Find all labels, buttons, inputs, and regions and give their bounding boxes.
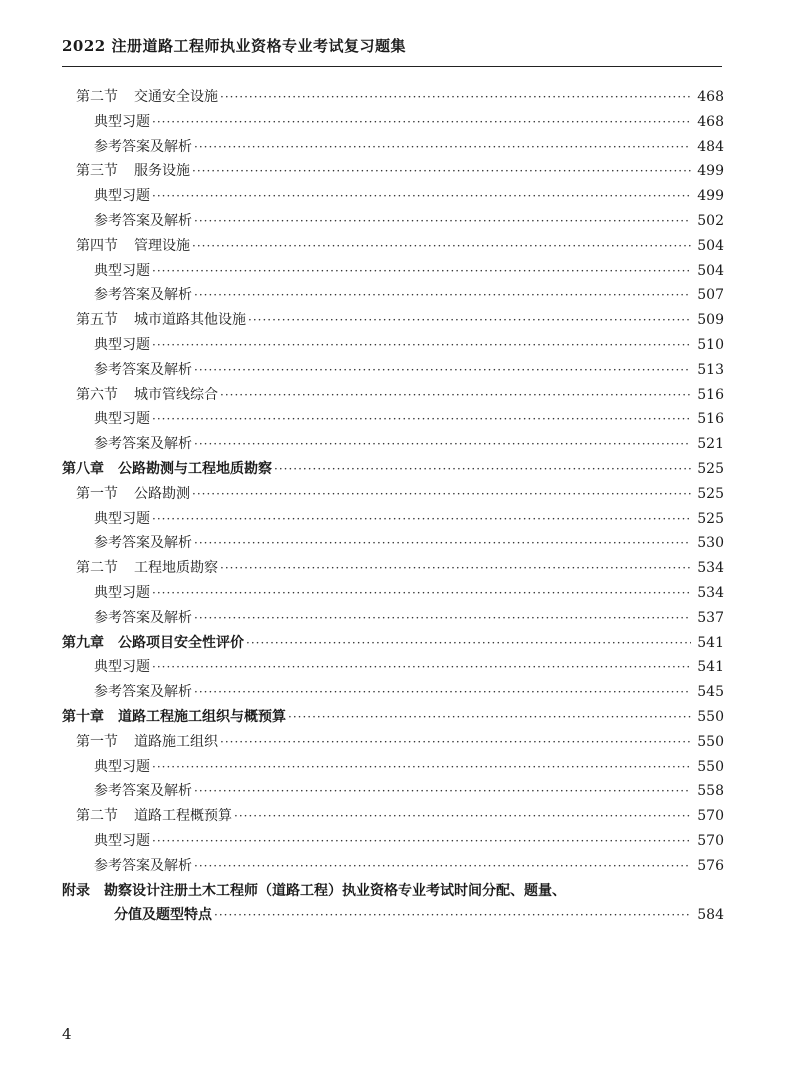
toc-entry[interactable] — [62, 482, 724, 507]
toc-entry-title: 典型习题 — [94, 188, 150, 205]
dot-leader — [194, 531, 691, 556]
dot-leader — [192, 482, 691, 507]
toc-entry-page: 558 — [697, 783, 724, 800]
toc-entry-page: 521 — [697, 436, 724, 453]
toc-entry-page: 541 — [697, 659, 724, 676]
toc-entry-title: 参考答案及解析 — [94, 609, 192, 626]
toc-entry[interactable] — [62, 209, 724, 234]
toc-entry[interactable] — [62, 432, 724, 457]
toc-entry-number: 第九章 — [62, 634, 104, 651]
toc-entry[interactable] — [62, 184, 724, 209]
toc-entry[interactable] — [62, 507, 724, 532]
toc-entry[interactable] — [62, 730, 724, 755]
toc-entry[interactable] — [62, 879, 724, 904]
dot-leader — [194, 283, 691, 308]
toc-entry-title: 参考答案及解析 — [94, 138, 192, 155]
toc-entry-title: 典型习题 — [94, 336, 150, 353]
toc-entry-page: 550 — [697, 758, 724, 775]
toc-entry-title: 典型习题 — [94, 758, 150, 775]
toc-entry-page: 516 — [697, 386, 724, 403]
toc-entry-page: 534 — [697, 584, 724, 601]
dot-leader — [214, 903, 691, 928]
dot-leader — [192, 234, 691, 259]
toc-entry-page: 468 — [697, 113, 724, 130]
toc-entry-title: 典型习题 — [94, 113, 150, 130]
toc-entry-title: 分值及题型特点 — [114, 907, 212, 924]
toc-entry-title: 参考答案及解析 — [94, 436, 192, 453]
toc-entry[interactable] — [62, 581, 724, 606]
toc-entry[interactable] — [62, 705, 724, 730]
toc-entry[interactable] — [62, 259, 724, 284]
toc-entry-title: 参考答案及解析 — [94, 287, 192, 304]
toc-entry-title: 典型习题 — [94, 262, 150, 279]
toc-entry-title: 参考答案及解析 — [94, 684, 192, 701]
toc-entry-title: 道路工程概预算 — [134, 808, 232, 825]
toc-entry-title: 参考答案及解析 — [94, 783, 192, 800]
toc-entry-number: 第一节 — [76, 485, 118, 502]
toc-entry-title: 典型习题 — [94, 411, 150, 428]
dot-leader — [152, 333, 691, 358]
toc-entry-title: 工程地质勘察 — [134, 560, 218, 577]
running-header: 2022 注册道路工程师执业资格专业考试复习题集 — [62, 37, 406, 55]
toc-entry-title: 道路工程施工组织与概预算 — [118, 708, 286, 725]
toc-entry-title: 参考答案及解析 — [94, 212, 192, 229]
toc-entry[interactable] — [62, 755, 724, 780]
toc-entry-title: 参考答案及解析 — [94, 535, 192, 552]
toc-entry[interactable] — [62, 854, 724, 879]
toc-entry[interactable] — [62, 85, 724, 110]
toc-entry-page: 576 — [697, 857, 724, 874]
toc-entry-number: 第十章 — [62, 708, 104, 725]
toc-entry-page: 509 — [697, 312, 724, 329]
toc-entry-page: 525 — [697, 485, 724, 502]
toc-entry-page: 499 — [697, 163, 724, 180]
dot-leader — [152, 755, 691, 780]
toc-entry-title: 典型习题 — [94, 659, 150, 676]
toc-entry-number: 第八章 — [62, 460, 104, 477]
toc-entry-title: 典型习题 — [94, 832, 150, 849]
dot-leader — [194, 854, 691, 879]
toc-entry-number: 第一节 — [76, 733, 118, 750]
toc-entry-page: 468 — [697, 89, 724, 105]
toc-entry-page: 525 — [697, 460, 724, 477]
dot-leader — [152, 407, 691, 432]
toc-entry-number: 附录 — [62, 882, 90, 899]
toc-entry-title: 公路勘测与工程地质勘察 — [118, 460, 272, 477]
dot-leader — [194, 779, 691, 804]
toc-entry[interactable] — [62, 234, 724, 259]
dot-leader — [220, 556, 691, 581]
toc-entry-title: 勘察设计注册土木工程师（道路工程）执业资格专业考试时间分配、题量、 — [104, 882, 566, 899]
dot-leader — [192, 159, 691, 184]
toc-entry[interactable] — [62, 556, 724, 581]
toc-entry[interactable] — [62, 159, 724, 184]
toc-entry-page: 513 — [697, 361, 724, 378]
toc-entry[interactable] — [62, 383, 724, 408]
toc-entry[interactable] — [62, 457, 724, 482]
toc-entry[interactable] — [62, 333, 724, 358]
toc-entry-title: 交通安全设施 — [134, 89, 218, 105]
dot-leader — [220, 85, 691, 110]
dot-leader — [234, 804, 691, 829]
dot-leader — [194, 606, 691, 631]
toc-entry[interactable] — [62, 407, 724, 432]
toc-entry-page: 545 — [697, 684, 724, 701]
toc-entry-page: 516 — [697, 411, 724, 428]
header-rule — [62, 66, 722, 67]
toc-entry[interactable] — [62, 655, 724, 680]
toc-entry-page: 584 — [697, 907, 724, 924]
toc-entry-title: 服务设施 — [134, 163, 190, 180]
toc-entry[interactable] — [62, 779, 724, 804]
toc-entry[interactable] — [62, 804, 724, 829]
dot-leader — [152, 184, 691, 209]
toc-entry[interactable] — [62, 308, 724, 333]
toc-entry[interactable] — [62, 110, 724, 135]
table-of-contents — [62, 85, 724, 928]
toc-entry-page: 550 — [697, 733, 724, 750]
toc-entry-page: 504 — [697, 237, 724, 254]
toc-entry[interactable] — [62, 680, 724, 705]
page-number: 4 — [62, 1025, 72, 1043]
toc-entry[interactable] — [62, 606, 724, 631]
toc-entry-number: 第三节 — [76, 163, 118, 180]
toc-entry-title: 城市管线综合 — [134, 386, 218, 403]
toc-entry-title: 典型习题 — [94, 510, 150, 527]
toc-entry-title: 城市道路其他设施 — [134, 312, 246, 329]
toc-entry[interactable] — [62, 903, 724, 928]
toc-entry-page: 541 — [697, 634, 724, 651]
toc-entry-page: 499 — [697, 188, 724, 205]
toc-entry-title: 参考答案及解析 — [94, 857, 192, 874]
dot-leader — [152, 655, 691, 680]
dot-leader — [194, 432, 691, 457]
toc-entry-page: 550 — [697, 708, 724, 725]
dot-leader — [288, 705, 691, 730]
toc-entry-page: 504 — [697, 262, 724, 279]
toc-entry-page: 570 — [697, 808, 724, 825]
toc-entry[interactable] — [62, 135, 724, 160]
dot-leader — [194, 680, 691, 705]
toc-entry-number: 第二节 — [76, 560, 118, 577]
dot-leader — [194, 209, 691, 234]
toc-entry[interactable] — [62, 829, 724, 854]
toc-entry[interactable] — [62, 283, 724, 308]
dot-leader — [152, 110, 691, 135]
toc-entry[interactable] — [62, 531, 724, 556]
toc-entry-page: 525 — [697, 510, 724, 527]
dot-leader — [220, 730, 691, 755]
toc-entry-title: 管理设施 — [134, 237, 190, 254]
toc-entry-page: 502 — [697, 212, 724, 229]
toc-entry-page: 484 — [697, 138, 724, 155]
dot-leader — [152, 829, 691, 854]
dot-leader — [194, 358, 691, 383]
toc-entry-number: 第四节 — [76, 237, 118, 254]
toc-entry-page: 537 — [697, 609, 724, 626]
toc-entry-title: 公路项目安全性评价 — [118, 634, 244, 651]
dot-leader — [274, 457, 691, 482]
dot-leader — [194, 135, 691, 160]
toc-entry-title: 道路施工组织 — [134, 733, 218, 750]
toc-entry-title: 典型习题 — [94, 584, 150, 601]
dot-leader — [152, 507, 691, 532]
dot-leader — [152, 581, 691, 606]
toc-entry-number: 第五节 — [76, 312, 118, 329]
toc-entry-page: 534 — [697, 560, 724, 577]
toc-entry-number: 第六节 — [76, 386, 118, 403]
toc-entry-number: 第二节 — [76, 808, 118, 825]
dot-leader — [246, 631, 691, 656]
toc-entry-page: 507 — [697, 287, 724, 304]
dot-leader — [220, 383, 691, 408]
toc-entry[interactable] — [62, 631, 724, 656]
toc-entry-page: 530 — [697, 535, 724, 552]
toc-entry-page: 570 — [697, 832, 724, 849]
toc-entry-title: 参考答案及解析 — [94, 361, 192, 378]
toc-entry[interactable] — [62, 358, 724, 383]
dot-leader — [248, 308, 691, 333]
toc-entry-number: 第二节 — [76, 89, 118, 105]
dot-leader — [152, 259, 691, 284]
toc-entry-title: 公路勘测 — [134, 485, 190, 502]
toc-entry-page: 510 — [697, 336, 724, 353]
